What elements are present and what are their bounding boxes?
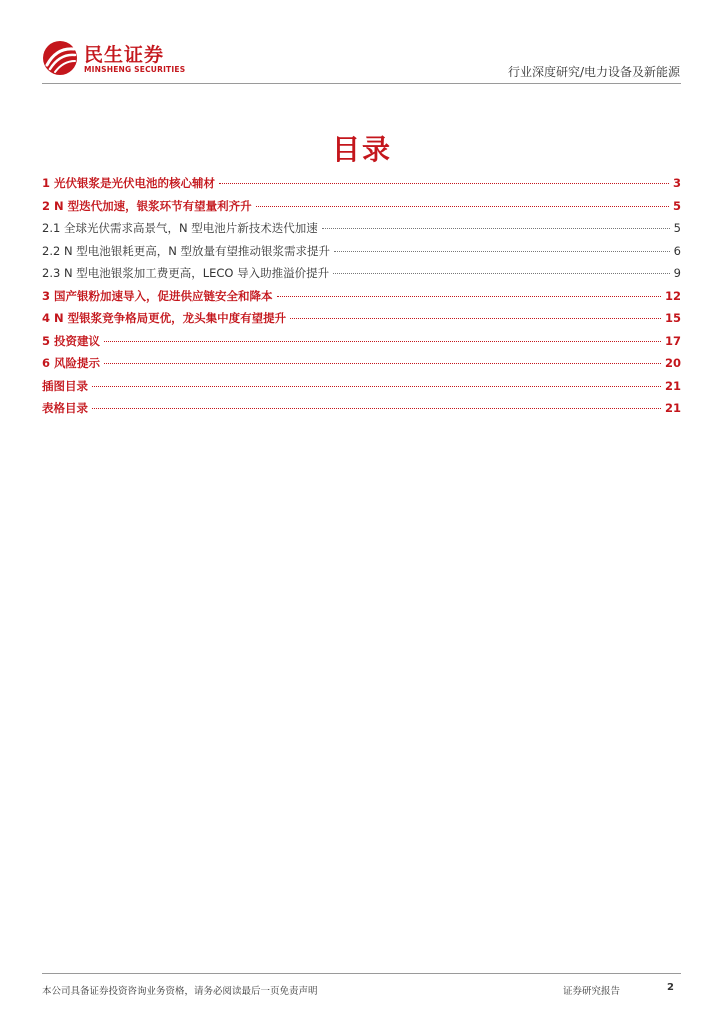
toc-entry[interactable] — [42, 352, 681, 375]
toc-entry-title: 4 N 型银浆竞争格局更优，龙头集中度有望提升 — [42, 311, 287, 325]
toc-entry-title: 表格目录 — [42, 401, 88, 415]
toc-dot-leader — [104, 363, 661, 364]
toc-entry-page: 9 — [673, 266, 681, 280]
toc-entry[interactable] — [42, 307, 681, 330]
toc-entry[interactable] — [42, 195, 681, 218]
toc-entry-title: 插图目录 — [42, 378, 88, 393]
minsheng-logo-mark-icon — [42, 40, 78, 76]
toc-dot-leader — [219, 183, 669, 184]
toc-title: 目录 — [331, 133, 392, 166]
logo-english-name: MINSHENG SECURITIES — [84, 65, 186, 74]
toc-entry-title: 1 光伏银浆是光伏电池的核心辅材 — [42, 176, 216, 190]
toc-entry-title: 3 国产银粉加速导入，促进供应链安全和降本 — [42, 288, 273, 303]
toc-entry[interactable] — [42, 375, 681, 398]
toc-entry-page: 5 — [672, 198, 681, 213]
toc-entry-page: 17 — [664, 333, 681, 348]
page-header — [0, 0, 724, 84]
toc-entry[interactable] — [42, 240, 681, 263]
toc-dot-leader — [322, 228, 670, 229]
toc-dot-leader — [92, 408, 661, 409]
toc-entry-title: 5 投资建议 — [42, 333, 101, 348]
toc-entry[interactable] — [42, 262, 681, 285]
footer-disclaimer: 本公司具备证券投资咨询业务资格，请务必阅读最后一页免责声明 — [42, 986, 318, 997]
table-of-contents — [42, 172, 681, 420]
toc-dot-leader — [333, 273, 670, 274]
toc-entry-page: 6 — [673, 243, 681, 258]
toc-entry[interactable] — [42, 397, 681, 420]
toc-dot-leader — [256, 206, 669, 207]
footer-report-type: 证券研究报告 — [563, 986, 621, 997]
toc-entry-page: 15 — [664, 311, 681, 325]
toc-entry-page: 3 — [672, 176, 681, 190]
toc-entry-page: 5 — [673, 221, 681, 235]
footer-divider — [42, 973, 681, 974]
header-divider — [42, 83, 681, 84]
toc-entry[interactable] — [42, 285, 681, 308]
toc-entry-page: 20 — [664, 356, 681, 370]
toc-dot-leader — [290, 318, 661, 319]
toc-entry-title: 2.1 全球光伏需求高景气，N 型电池片新技术迭代加速 — [42, 221, 318, 235]
toc-entry-title: 2.3 N 型电池银浆加工费更高，LECO 导入助推溢价提升 — [42, 266, 330, 280]
toc-entry-page: 21 — [664, 401, 681, 415]
toc-entry[interactable] — [42, 217, 681, 240]
footer-page-number: 2 — [667, 982, 674, 993]
toc-dot-leader — [92, 386, 661, 387]
toc-entry-title: 2.2 N 型电池银耗更高，N 型放量有望推动银浆需求提升 — [42, 243, 330, 258]
report-category: 行业深度研究/电力设备及新能源 — [507, 65, 680, 79]
toc-entry-title: 6 风险提示 — [42, 356, 101, 370]
toc-dot-leader — [277, 296, 661, 297]
toc-entry-page: 12 — [664, 288, 681, 303]
toc-entry[interactable] — [42, 172, 681, 195]
minsheng-logo — [42, 40, 186, 76]
toc-entry[interactable] — [42, 330, 681, 353]
logo-chinese-name: 民生证券 — [84, 44, 165, 66]
toc-dot-leader — [104, 341, 661, 342]
toc-entry-page: 21 — [664, 378, 681, 393]
toc-entry-title: 2 N 型迭代加速，银浆环节有望量利齐升 — [42, 198, 252, 213]
toc-dot-leader — [334, 251, 670, 252]
